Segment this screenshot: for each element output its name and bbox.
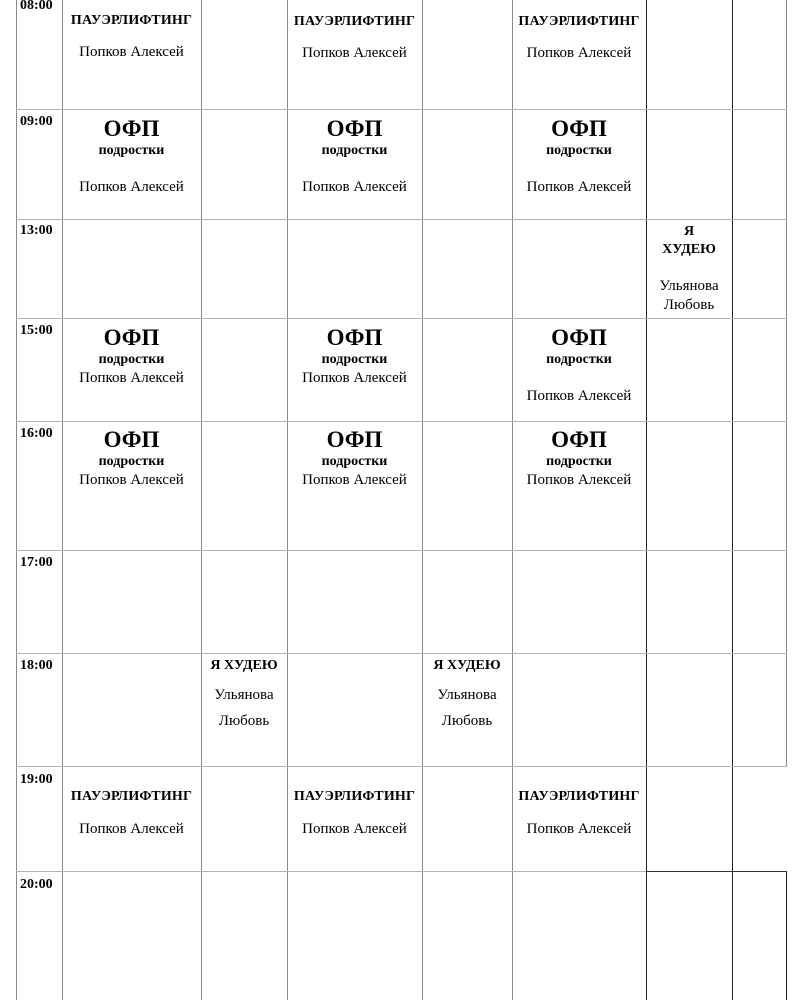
class-cell	[287, 14, 422, 62]
class-title: ОФП	[551, 116, 607, 141]
class-subtitle: подростки	[546, 352, 612, 367]
class-cell	[62, 789, 201, 838]
trainer-name: Попков Алексей	[526, 472, 632, 488]
time-label: 19:00	[20, 772, 53, 787]
time-label: 13:00	[20, 223, 53, 238]
grid-line	[786, 0, 787, 767]
class-title: ПАУЭРЛИФТИНГ	[70, 789, 193, 804]
grid-line	[732, 0, 733, 1000]
class-cell	[62, 13, 201, 61]
class-title: ПАУЭРЛИФТИНГ	[70, 13, 193, 28]
time-label: 09:00	[20, 114, 53, 129]
class-cell	[287, 325, 422, 387]
grid-line	[16, 0, 17, 1000]
time-label: 18:00	[20, 658, 53, 673]
class-subtitle: подростки	[98, 143, 165, 158]
grid-line	[16, 109, 787, 110]
class-title: ОФП	[103, 116, 160, 141]
class-cell	[512, 116, 646, 196]
trainer-name: Попков Алексей	[526, 179, 632, 195]
trainer-name: Попков Алексей	[526, 388, 632, 404]
class-cell	[512, 789, 646, 838]
class-cell	[62, 427, 201, 489]
grid-line	[16, 766, 787, 767]
trainer-name: Попков Алексей	[526, 821, 632, 837]
class-title: ОФП	[326, 427, 383, 452]
class-title: ПАУЭРЛИФТИНГ	[518, 789, 640, 804]
class-title: ОФП	[326, 325, 383, 350]
class-title: ОФП	[103, 427, 160, 452]
trainer-name: Попков Алексей	[79, 821, 184, 837]
class-subtitle: подростки	[98, 352, 165, 367]
class-cell	[512, 325, 646, 405]
trainer-name: Любовь	[441, 713, 493, 729]
class-subtitle: подростки	[321, 143, 388, 158]
trainer-name: Попков Алексей	[79, 370, 184, 386]
class-cell	[62, 116, 201, 196]
class-title: ПАУЭРЛИФТИНГ	[293, 14, 416, 29]
trainer-name: Попков Алексей	[302, 472, 407, 488]
class-subtitle: подростки	[546, 454, 612, 469]
class-title: ПАУЭРЛИФТИНГ	[293, 789, 416, 804]
class-cell	[287, 427, 422, 489]
trainer-name: Любовь	[218, 713, 270, 729]
trainer-name: Попков Алексей	[79, 179, 184, 195]
class-cell	[287, 789, 422, 838]
class-subtitle: подростки	[321, 454, 388, 469]
class-title: ОФП	[551, 427, 607, 452]
grid-line	[422, 0, 423, 1000]
trainer-name: Попков Алексей	[79, 44, 184, 60]
time-label: 16:00	[20, 426, 53, 441]
class-subtitle: подростки	[546, 143, 612, 158]
class-title: ОФП	[326, 116, 383, 141]
grid-line	[16, 550, 787, 551]
trainer-name: Попков Алексей	[302, 821, 407, 837]
class-subtitle: подростки	[321, 352, 388, 367]
grid-line	[786, 872, 787, 1000]
class-title: ОФП	[551, 325, 607, 350]
time-label: 17:00	[20, 555, 53, 570]
class-cell	[422, 658, 512, 730]
trainer-name: Попков Алексей	[302, 179, 407, 195]
class-cell	[512, 427, 646, 489]
grid-line	[646, 0, 647, 1000]
class-cell	[287, 116, 422, 196]
time-label: 20:00	[20, 877, 53, 892]
class-title: ХУДЕЮ	[662, 242, 716, 257]
grid-line	[201, 0, 202, 1000]
class-subtitle: подростки	[98, 454, 165, 469]
trainer-name: Попков Алексей	[302, 45, 407, 61]
trainer-name: Ульянова	[214, 687, 274, 703]
trainer-name: Ульянова	[659, 278, 719, 294]
grid-line	[16, 871, 646, 872]
time-label: 15:00	[20, 323, 53, 338]
grid-line	[16, 653, 787, 654]
class-title: ПАУЭРЛИФТИНГ	[518, 14, 640, 29]
class-title: Я	[683, 224, 695, 239]
class-cell	[62, 325, 201, 387]
trainer-name: Ульянова	[437, 687, 497, 703]
class-cell	[201, 658, 287, 730]
class-title: Я ХУДЕЮ	[210, 658, 278, 673]
class-cell	[646, 224, 732, 314]
class-cell	[512, 14, 646, 62]
class-title: ОФП	[103, 325, 160, 350]
grid-line	[16, 421, 787, 422]
grid-line	[646, 871, 787, 872]
trainer-name: Любовь	[663, 297, 715, 313]
grid-line	[16, 318, 787, 319]
trainer-name: Попков Алексей	[79, 472, 184, 488]
class-title: Я ХУДЕЮ	[433, 658, 501, 673]
time-label: 08:00	[20, 0, 53, 13]
trainer-name: Попков Алексей	[302, 370, 407, 386]
trainer-name: Попков Алексей	[526, 45, 632, 61]
grid-line	[16, 219, 787, 220]
